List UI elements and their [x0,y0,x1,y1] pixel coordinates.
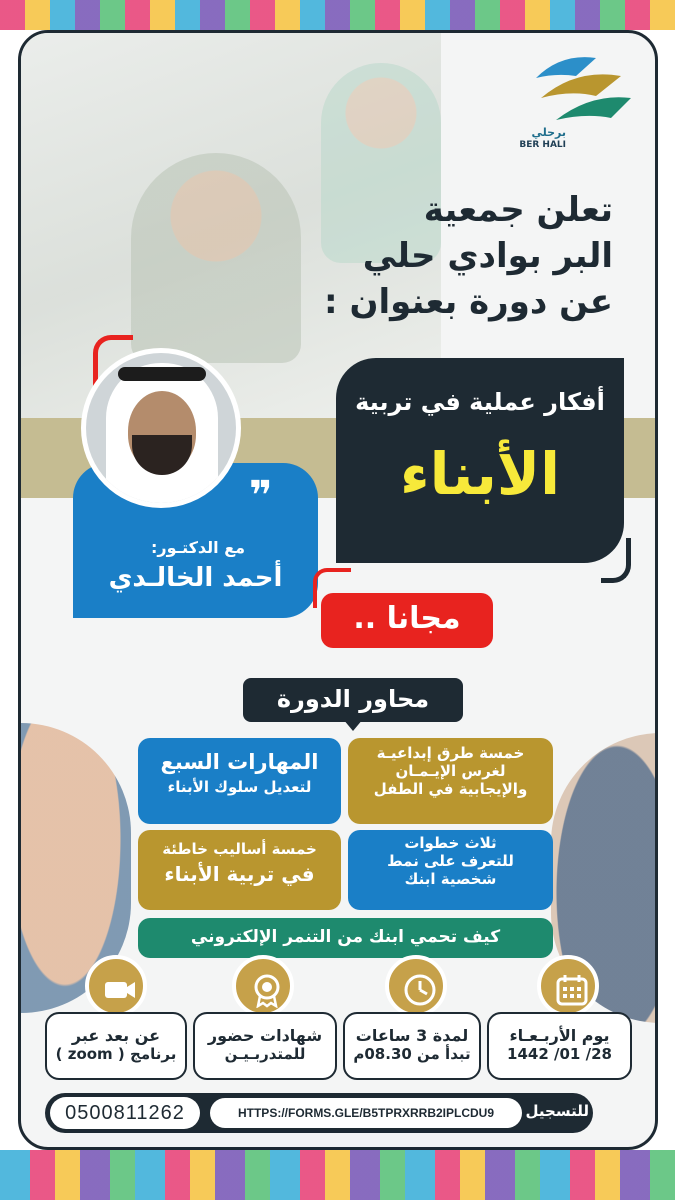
course-title-box [336,358,624,563]
logo-mark-icon [516,48,636,128]
topic-card: كيف تحمي ابنك من التنمر الإلكتروني [138,918,553,958]
quote-mark-icon: ❞ [249,473,273,519]
duration-info-box [343,1012,481,1080]
decorative-top-border [0,0,675,30]
price-label: مجانا .. [353,601,461,636]
certificate-target: للمتدربـيـن [224,1045,306,1063]
ber-hali-logo [506,48,636,173]
calendar-icon [537,955,599,1017]
certificate-icon [232,955,294,1017]
certificate-label: شهادات حضور [207,1026,323,1045]
lecturer-name: أحمد الخالـدي [108,563,283,593]
logo-english-text: BER HALI [519,140,566,150]
course-title-big: الأبناء [400,440,560,508]
registration-link[interactable]: HTTPS://FORMS.GLE/B5TPRXRRB2IPLCDU9 [210,1098,522,1128]
announcement-line-2: البر بوادي حلي [362,235,613,276]
topic-card: المهارات السبع لتعديل سلوك الأبناء [138,738,341,824]
clock-icon [385,955,447,1017]
phone-number[interactable]: 0500811262 [50,1097,200,1129]
family-photo-boy [131,153,301,363]
announcement-line-3: عن دورة بعنوان : [324,281,613,322]
speech-tail [343,719,363,731]
remote-platform: برنامج ( zoom ) [55,1045,177,1063]
topic-card: ثلاث خطوات للتعرف على نمط شخصية ابنك [348,830,553,910]
logo-arabic-text: برحلي [531,126,566,139]
lecturer-portrait [81,348,241,508]
date-day: يوم الأربـعـاء [509,1026,610,1045]
certificate-info-box [193,1012,337,1080]
duration-start: تبدأ من 08.30م [353,1045,471,1063]
topic-card: خمسة طرق إبداعيـة لغرس الإيـمـان والإيجابية في الطفل [348,738,553,824]
registration-label: للتسجيل [525,1102,589,1120]
decorative-bottom-border [0,1150,675,1200]
price-badge [321,593,493,648]
announcement [293,188,613,326]
topic-card: خمسة أساليب خاطئة في تربية الأبناء [138,830,341,910]
remote-label: عن بعد عبر [71,1026,161,1045]
decorative-bracket [601,538,631,583]
lecturer-label: مع الدكتـور: [150,538,246,557]
registration-bar [45,1093,593,1133]
date-value: 28/ 01/ 1442 [507,1045,612,1063]
duration-length: لمدة 3 ساعات [355,1026,469,1045]
topics-header-label: محاور الدورة [276,685,430,713]
remote-info-box [45,1012,187,1080]
course-title-small: أفكار عملية في تربية [355,388,605,416]
topics-header [243,678,463,722]
video-camera-icon [85,955,147,1017]
date-info-box [487,1012,632,1080]
announcement-line-1: تعلن جمعية [423,190,613,230]
